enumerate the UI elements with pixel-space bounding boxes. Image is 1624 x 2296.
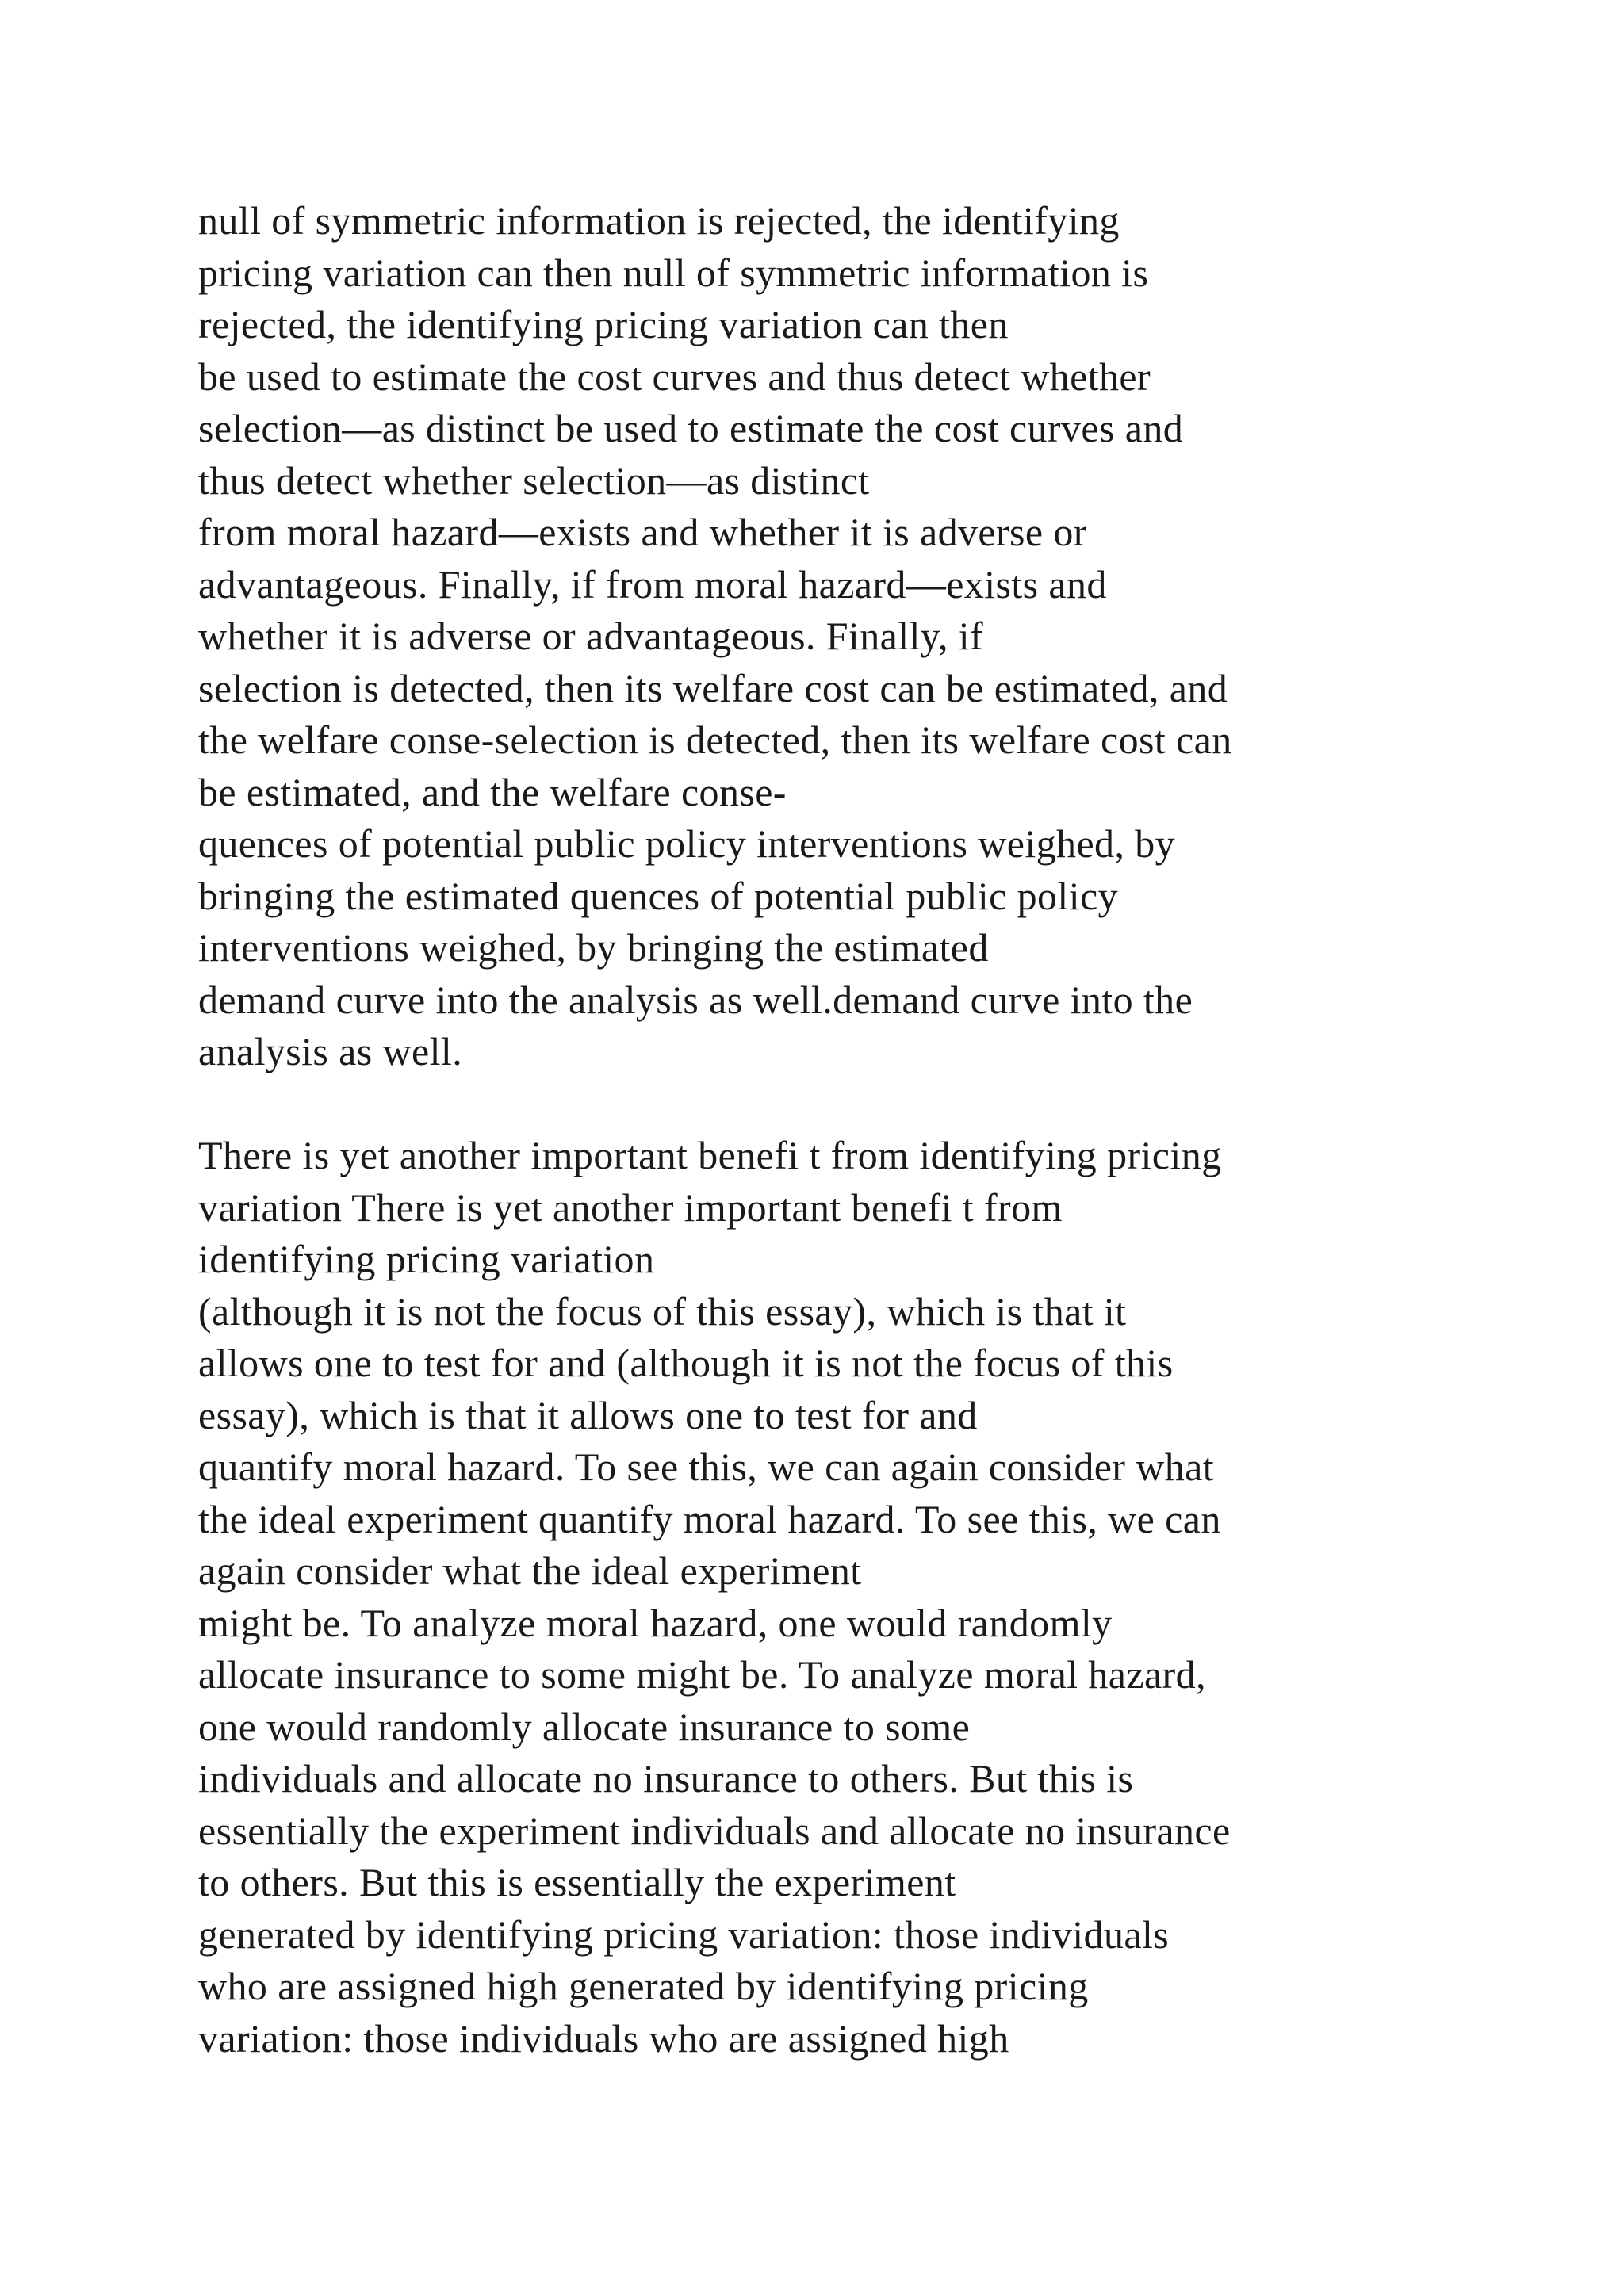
text-line: allows one to test for and (although it is not the focus of this — [198, 1341, 1174, 1385]
text-line: analysis as well. — [198, 1029, 463, 1073]
text-line: to others. But this is essentially the experiment — [198, 1860, 956, 1904]
text-line: interventions weighed, by bringing the estimated — [198, 925, 989, 970]
text-line: essentially the experiment individuals and allocate no insurance — [198, 1808, 1231, 1853]
document-body — [198, 195, 1546, 2064]
text-line: who are assigned high generated by identifying pricing — [198, 1964, 1089, 2008]
text-line: the welfare conse-selection is detected, then its welfare cost can — [198, 718, 1232, 762]
text-line: essay), which is that it allows one to test for and — [198, 1392, 978, 1437]
text-line: be estimated, and the welfare conse- — [198, 769, 787, 814]
paragraph — [198, 1130, 1546, 2064]
text-line: be used to estimate the cost curves and thus detect whether — [198, 354, 1151, 399]
text-line: again consider what the ideal experiment — [198, 1548, 862, 1593]
text-line: from moral hazard—exists and whether it is adverse or — [198, 510, 1087, 554]
text-line: thus detect whether selection—as distinct — [198, 457, 870, 503]
paragraph-gap — [198, 1078, 1546, 1131]
text-line: variation: those individuals who are assigned high — [198, 2015, 1009, 2061]
text-line: identifying pricing variation — [198, 1237, 655, 1281]
text-line: pricing variation can then null of symmetric information is — [198, 250, 1149, 295]
text-line: (although it is not the focus of this essay), which is that it — [198, 1288, 1127, 1334]
text-line: quences of potential public policy interventions weighed, by — [198, 821, 1176, 866]
text-line: quantify moral hazard. To see this, we can again consider what — [198, 1445, 1215, 1489]
text-line: demand curve into the analysis as well.demand curve into the — [198, 977, 1193, 1022]
text-line: generated by identifying pricing variation: those individuals — [198, 1911, 1170, 1957]
text-line: null of symmetric information is rejected, the identifying — [198, 198, 1120, 243]
text-line: advantageous. Finally, if from moral hazard—exists and — [198, 561, 1107, 607]
text-line: rejected, the identifying pricing variation can then — [198, 302, 1009, 346]
text-line: one would randomly allocate insurance to some — [198, 1704, 971, 1749]
text-line: bringing the estimated quences of potential public policy — [198, 873, 1119, 918]
text-line: selection—as distinct be used to estimate the cost curves and — [198, 406, 1184, 450]
text-line: the ideal experiment quantify moral hazard. To see this, we can — [198, 1496, 1221, 1541]
text-line: There is yet another important benefi t from identifying pricing — [198, 1133, 1222, 1177]
text-line: selection is detected, then its welfare cost can be estimated, and — [198, 665, 1228, 710]
text-line: individuals and allocate no insurance to others. But this is — [198, 1756, 1134, 1800]
paragraph — [198, 195, 1546, 1078]
text-line: might be. To analyze moral hazard, one would randomly — [198, 1600, 1113, 1645]
text-line: allocate insurance to some might be. To analyze moral hazard, — [198, 1652, 1206, 1697]
text-line: whether it is adverse or advantageous. Finally, if — [198, 614, 984, 658]
text-line: variation There is yet another important benefi t from — [198, 1184, 1063, 1230]
